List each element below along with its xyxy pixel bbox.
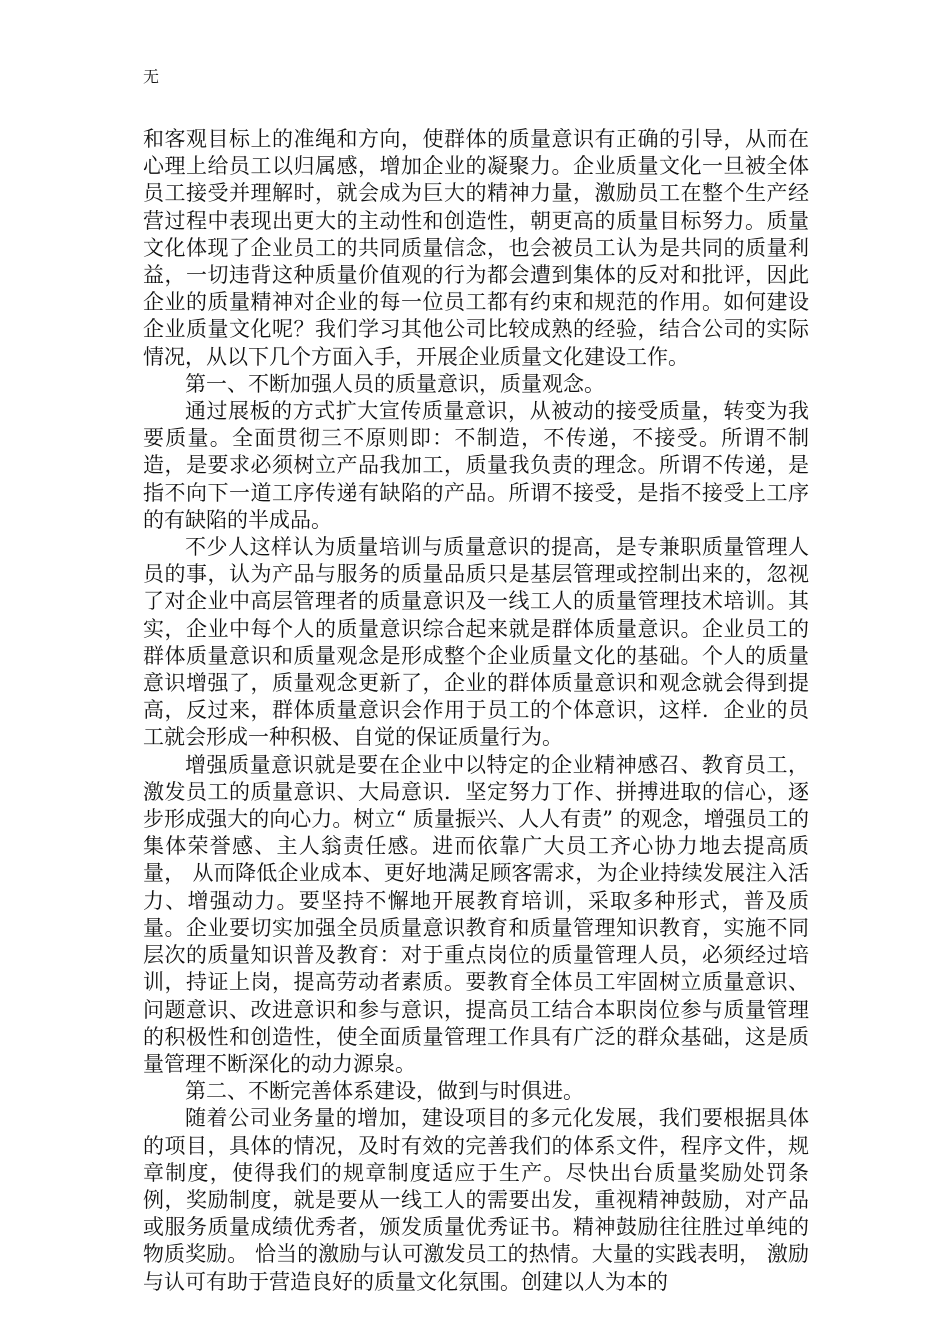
paragraph: 和客观目标上的准绳和方向，使群体的质量意识有正确的引导，从而在心理上给员工以归属感，增加企业的凝聚力。企业质量文化一旦被全体员工接受并理解时，就会成为巨大的精神力量，激励员工在整个生产经营过程中表现出更大的主动性和创造性，朝更高的质量目标努力。质量文化体现了企业员工的共同质量信念，也会被员工认为是共同的质量利益，一切违背这种质量价值观的行为都会遭到集体的反对和批评，因此企业的质量精神对企业的每一位员工都有约束和规范的作用。如何建设企业质量文化呢？我们学习其他公司比较成熟的经验，结合公司的实际情况，从以下几个方面入手，开展企业质量文化建设工作。 bbox=[143, 127, 809, 369]
section-heading: 第一、不断加强人员的质量意识，质量观念。 bbox=[185, 371, 605, 396]
paragraph: 通过展板的方式扩大宣传质量意识，从被动的接受质量，转变为我要质量。全面贯彻三不原则即：不制造，不传递，不接受。所谓不制造，是要求必须树立产品我加工，质量我负责的理念。所谓不传递，是指不向下一道工序传递有缺陷的产品。所谓不接受，是指不接受上工序的有缺陷的半成品。 bbox=[143, 399, 809, 532]
paragraph: 不少人这样认为质量培训与质量意识的提高，是专兼职质量管理人员的事，认为产品与服务的质量品质只是基层管理或控制出来的，忽视了对企业中高层管理者的质量意识及一线工人的质量管理技术培训。其实，企业中每个人的质量意识综合起来就是群体质量意识。企业员工的群体质量意识和质量观念是形成整个企业质量文化的基础。个人的质量意识增强了，质量观念更新了，企业的群体质量意识和观念就会得到提高，反过来，群体质量意识会作用于员工的个体意识，这样．企业的员工就会形成一种积极、自觉的保证质量行为。 bbox=[143, 535, 809, 750]
section-heading: 第二、不断完善体系建设，做到与时俱进。 bbox=[185, 1079, 584, 1104]
paragraph: 增强质量意识就是要在企业中以特定的企业精神感召、教育员工，激发员工的质量意识、大局意识．坚定努力丁作、拼搏进取的信心，逐步形成强大的向心力。树立“ 质量振兴、人人有责” 的观念，增强员工的集体荣誉感、主人翁责任感。进而依靠广大员工齐心协力地去提高质量， 从而降低企业成本、更好地满足顾客需求，为企业持续发展注入活力、增强动力。要坚持不懈地开展教育培训，采取多种形式，普及质量。企业要切实加强全员质量意识教育和质量管理知识教育，实施不同层次的质量知识普及教育：对于重点岗位的质量管理人员，必须经过培训，持证上岗，提高劳动者素质。要教育全体员工牢固树立质量意识、问题意识、改进意识和参与意识，提高员工结合本职岗位参与质量管理的积极性和创造性，使全面质量管理工作具有广泛的群众基础，这是质量管理不断深化的动力源泉。 bbox=[143, 752, 809, 1076]
paragraph: 随着公司业务量的增加，建设项目的多元化发展，我们要根据具体的项目，具体的情况，及时有效的完善我们的体系文件，程序文件，规章制度，使得我们的规章制度适应于生产。尽快出台质量奖励处罚条例，奖励制度，就是要从一线工人的需要出发，重视精神鼓励，对产品或服务质量成绩优秀者，颁发质量优秀证书。精神鼓励往往胜过单纯的物质奖励。 恰当的激励与认可激发员工的热情。大量的实践表明， 激励与认可有助于营造良好的质量文化氛围。创建以人为本的 bbox=[143, 1106, 809, 1294]
page-header: 无 bbox=[143, 67, 160, 86]
document-body bbox=[143, 126, 809, 1296]
